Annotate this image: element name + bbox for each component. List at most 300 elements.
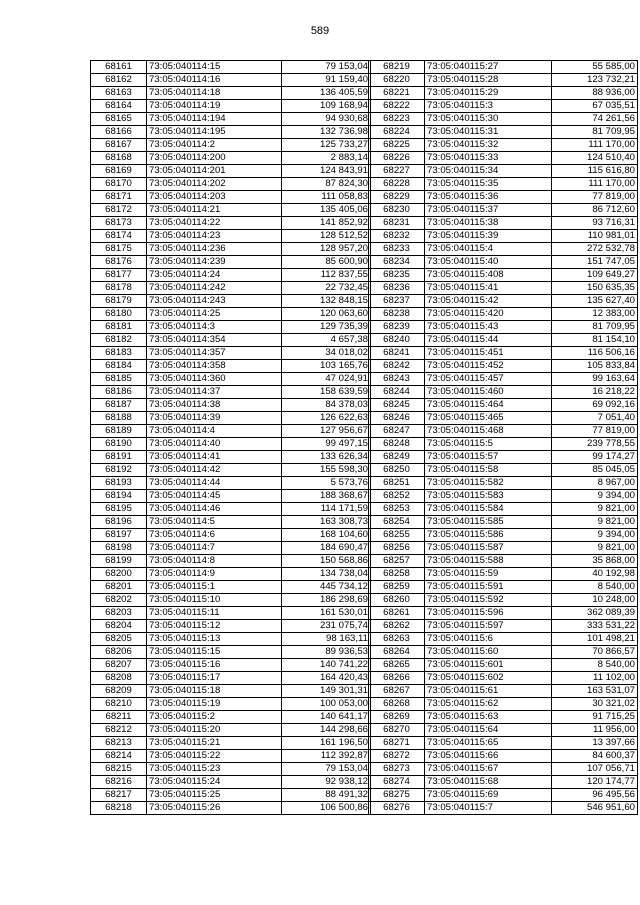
amount-cell: 40 192,98 — [552, 568, 638, 581]
row-number-cell: 68208 — [91, 672, 147, 685]
cadastral-number-cell: 73:05:040115:62 — [425, 698, 552, 711]
row-number-cell: 68210 — [91, 698, 147, 711]
table-row — [369, 425, 638, 438]
amount-cell: 135 405,06 — [282, 204, 371, 217]
cadastral-number-cell: 73:05:040115:43 — [425, 321, 552, 334]
cadastral-number-cell: 73:05:040115:42 — [425, 295, 552, 308]
table-row — [91, 399, 371, 412]
row-number-cell: 68163 — [91, 87, 147, 100]
amount-cell: 186 298,69 — [282, 594, 371, 607]
row-number-cell: 68165 — [91, 113, 147, 126]
row-number-cell: 68214 — [91, 750, 147, 763]
amount-cell: 9 394,00 — [552, 529, 638, 542]
table-row — [369, 269, 638, 282]
cadastral-number-cell: 73:05:040115:32 — [425, 139, 552, 152]
row-number-cell: 68166 — [91, 126, 147, 139]
amount-cell: 109 168,94 — [282, 100, 371, 113]
table-row — [91, 620, 371, 633]
row-number-cell: 68201 — [91, 581, 147, 594]
cadastral-number-cell: 73:05:040114:40 — [147, 438, 282, 451]
row-number-cell: 68194 — [91, 490, 147, 503]
amount-cell: 77 819,00 — [552, 191, 638, 204]
row-number-cell: 68233 — [369, 243, 425, 256]
row-number-cell: 68243 — [369, 373, 425, 386]
row-number-cell: 68192 — [91, 464, 147, 477]
amount-cell: 129 735,39 — [282, 321, 371, 334]
row-number-cell: 68204 — [91, 620, 147, 633]
amount-cell: 11 102,00 — [552, 672, 638, 685]
cadastral-number-cell: 73:05:040114:6 — [147, 529, 282, 542]
row-number-cell: 68249 — [369, 451, 425, 464]
amount-cell: 272 532,78 — [552, 243, 638, 256]
amount-cell: 74 261,56 — [552, 113, 638, 126]
cadastral-number-cell: 73:05:040114:22 — [147, 217, 282, 230]
amount-cell: 123 732,21 — [552, 74, 638, 87]
row-number-cell: 68199 — [91, 555, 147, 568]
table-row — [91, 308, 371, 321]
cadastral-number-cell: 73:05:040115:588 — [425, 555, 552, 568]
cadastral-number-cell: 73:05:040115:24 — [147, 776, 282, 789]
amount-cell: 2 883,14 — [282, 152, 371, 165]
cadastral-number-cell: 73:05:040114:3 — [147, 321, 282, 334]
row-number-cell: 68223 — [369, 113, 425, 126]
table-row — [91, 750, 371, 763]
row-number-cell: 68179 — [91, 295, 147, 308]
amount-cell: 188 368,67 — [282, 490, 371, 503]
table-row — [369, 152, 638, 165]
table-row — [91, 139, 371, 152]
amount-cell: 111 058,83 — [282, 191, 371, 204]
amount-cell: 93 716,31 — [552, 217, 638, 230]
cadastral-number-cell: 73:05:040114:200 — [147, 152, 282, 165]
amount-cell: 163 308,73 — [282, 516, 371, 529]
cadastral-number-cell: 73:05:040114:15 — [147, 61, 282, 74]
table-row — [91, 74, 371, 87]
row-number-cell: 68193 — [91, 477, 147, 490]
amount-cell: 120 063,60 — [282, 308, 371, 321]
cadastral-number-cell: 73:05:040114:5 — [147, 516, 282, 529]
table-row — [369, 529, 638, 542]
cadastral-number-cell: 73:05:040114:16 — [147, 74, 282, 87]
table-row — [369, 789, 638, 802]
cadastral-number-cell: 73:05:040115:3 — [425, 100, 552, 113]
amount-cell: 168 104,60 — [282, 529, 371, 542]
cadastral-number-cell: 73:05:040115:597 — [425, 620, 552, 633]
cadastral-number-cell: 73:05:040114:38 — [147, 399, 282, 412]
amount-cell: 136 405,59 — [282, 87, 371, 100]
table-row — [369, 243, 638, 256]
row-number-cell: 68182 — [91, 334, 147, 347]
amount-cell: 9 394,00 — [552, 490, 638, 503]
table-row — [91, 256, 371, 269]
table-row — [369, 633, 638, 646]
amount-cell: 158 639,59 — [282, 386, 371, 399]
table-row — [369, 399, 638, 412]
cadastral-number-cell: 73:05:040114:39 — [147, 412, 282, 425]
table-row — [91, 438, 371, 451]
amount-cell: 150 568,86 — [282, 555, 371, 568]
amount-cell: 110 981,01 — [552, 230, 638, 243]
cadastral-number-cell: 73:05:040114:203 — [147, 191, 282, 204]
row-number-cell: 68267 — [369, 685, 425, 698]
row-number-cell: 68253 — [369, 503, 425, 516]
row-number-cell: 68232 — [369, 230, 425, 243]
table-row — [369, 503, 638, 516]
row-number-cell: 68244 — [369, 386, 425, 399]
ledger-table-left — [90, 60, 371, 815]
amount-cell: 85 045,05 — [552, 464, 638, 477]
table-row — [369, 464, 638, 477]
table-row — [369, 724, 638, 737]
table-row — [369, 490, 638, 503]
cadastral-number-cell: 73:05:040115:58 — [425, 464, 552, 477]
amount-cell: 114 171,59 — [282, 503, 371, 516]
row-number-cell: 68269 — [369, 711, 425, 724]
cadastral-number-cell: 73:05:040115:39 — [425, 230, 552, 243]
cadastral-number-cell: 73:05:040115:6 — [425, 633, 552, 646]
table-row — [91, 360, 371, 373]
row-number-cell: 68209 — [91, 685, 147, 698]
cadastral-number-cell: 73:05:040115:21 — [147, 737, 282, 750]
cadastral-number-cell: 73:05:040115:457 — [425, 373, 552, 386]
row-number-cell: 68271 — [369, 737, 425, 750]
table-row — [369, 607, 638, 620]
table-row — [369, 750, 638, 763]
cadastral-number-cell: 73:05:040114:243 — [147, 295, 282, 308]
amount-cell: 99 174,27 — [552, 451, 638, 464]
table-row — [91, 503, 371, 516]
cadastral-number-cell: 73:05:040115:582 — [425, 477, 552, 490]
row-number-cell: 68246 — [369, 412, 425, 425]
amount-cell: 94 930,68 — [282, 113, 371, 126]
row-number-cell: 68176 — [91, 256, 147, 269]
cadastral-number-cell: 73:05:040115:16 — [147, 659, 282, 672]
cadastral-number-cell: 73:05:040115:25 — [147, 789, 282, 802]
table-row — [91, 776, 371, 789]
table-row — [369, 711, 638, 724]
amount-cell: 105 833,84 — [552, 360, 638, 373]
amount-cell: 55 585,00 — [552, 61, 638, 74]
row-number-cell: 68224 — [369, 126, 425, 139]
table-row — [91, 204, 371, 217]
table-row — [369, 763, 638, 776]
row-number-cell: 68274 — [369, 776, 425, 789]
cadastral-number-cell: 73:05:040115:60 — [425, 646, 552, 659]
cadastral-number-cell: 73:05:040115:592 — [425, 594, 552, 607]
row-number-cell: 68172 — [91, 204, 147, 217]
row-number-cell: 68228 — [369, 178, 425, 191]
cadastral-number-cell: 73:05:040115:5 — [425, 438, 552, 451]
amount-cell: 96 495,56 — [552, 789, 638, 802]
row-number-cell: 68247 — [369, 425, 425, 438]
cadastral-number-cell: 73:05:040115:11 — [147, 607, 282, 620]
row-number-cell: 68218 — [91, 802, 147, 815]
amount-cell: 149 301,31 — [282, 685, 371, 698]
amount-cell: 231 075,74 — [282, 620, 371, 633]
row-number-cell: 68206 — [91, 646, 147, 659]
table-row — [369, 74, 638, 87]
cadastral-number-cell: 73:05:040114:2 — [147, 139, 282, 152]
table-row — [369, 334, 638, 347]
cadastral-number-cell: 73:05:040115:30 — [425, 113, 552, 126]
table-row — [91, 685, 371, 698]
row-number-cell: 68200 — [91, 568, 147, 581]
table-row — [369, 308, 638, 321]
row-number-cell: 68240 — [369, 334, 425, 347]
cadastral-number-cell: 73:05:040114:194 — [147, 113, 282, 126]
cadastral-number-cell: 73:05:040114:21 — [147, 204, 282, 217]
row-number-cell: 68227 — [369, 165, 425, 178]
amount-cell: 112 837,55 — [282, 269, 371, 282]
cadastral-number-cell: 73:05:040115:587 — [425, 542, 552, 555]
ledger-table-right — [368, 60, 638, 815]
row-number-cell: 68183 — [91, 347, 147, 360]
table-row — [369, 347, 638, 360]
row-number-cell: 68173 — [91, 217, 147, 230]
amount-cell: 107 056,71 — [552, 763, 638, 776]
amount-cell: 106 500,86 — [282, 802, 371, 815]
table-row — [369, 659, 638, 672]
amount-cell: 239 778,55 — [552, 438, 638, 451]
table-row — [369, 321, 638, 334]
amount-cell: 81 709,95 — [552, 126, 638, 139]
row-number-cell: 68236 — [369, 282, 425, 295]
amount-cell: 120 174,77 — [552, 776, 638, 789]
amount-cell: 111 170,00 — [552, 139, 638, 152]
amount-cell: 546 951,60 — [552, 802, 638, 815]
row-number-cell: 68191 — [91, 451, 147, 464]
amount-cell: 79 153,04 — [282, 61, 371, 74]
table-row — [369, 412, 638, 425]
table-row — [91, 737, 371, 750]
amount-cell: 9 821,00 — [552, 516, 638, 529]
amount-cell: 127 956,67 — [282, 425, 371, 438]
amount-cell: 30 321,02 — [552, 698, 638, 711]
table-row — [91, 126, 371, 139]
table-row — [91, 334, 371, 347]
table-row — [91, 555, 371, 568]
amount-cell: 140 741,22 — [282, 659, 371, 672]
amount-cell: 133 626,34 — [282, 451, 371, 464]
table-row — [91, 464, 371, 477]
row-number-cell: 68251 — [369, 477, 425, 490]
table-row — [369, 295, 638, 308]
amount-cell: 164 420,43 — [282, 672, 371, 685]
cadastral-number-cell: 73:05:040115:26 — [147, 802, 282, 815]
amount-cell: 100 053,00 — [282, 698, 371, 711]
amount-cell: 13 397,66 — [552, 737, 638, 750]
table-row — [369, 477, 638, 490]
table-row — [91, 61, 371, 74]
row-number-cell: 68203 — [91, 607, 147, 620]
table-row — [369, 126, 638, 139]
table-row — [369, 594, 638, 607]
amount-cell: 81 154,10 — [552, 334, 638, 347]
table-row — [91, 568, 371, 581]
cadastral-number-cell: 73:05:040115:465 — [425, 412, 552, 425]
cadastral-number-cell: 73:05:040114:42 — [147, 464, 282, 477]
cadastral-number-cell: 73:05:040114:18 — [147, 87, 282, 100]
cadastral-number-cell: 73:05:040115:44 — [425, 334, 552, 347]
amount-cell: 115 616,80 — [552, 165, 638, 178]
cadastral-number-cell: 73:05:040115:468 — [425, 425, 552, 438]
cadastral-number-cell: 73:05:040115:420 — [425, 308, 552, 321]
amount-cell: 77 819,00 — [552, 425, 638, 438]
row-number-cell: 68261 — [369, 607, 425, 620]
cadastral-number-cell: 73:05:040115:583 — [425, 490, 552, 503]
row-number-cell: 68254 — [369, 516, 425, 529]
amount-cell: 8 967,00 — [552, 477, 638, 490]
row-number-cell: 68257 — [369, 555, 425, 568]
amount-cell: 88 936,00 — [552, 87, 638, 100]
cadastral-number-cell: 73:05:040114:360 — [147, 373, 282, 386]
cadastral-number-cell: 73:05:040115:40 — [425, 256, 552, 269]
table-row — [369, 87, 638, 100]
row-number-cell: 68205 — [91, 633, 147, 646]
amount-cell: 151 747,05 — [552, 256, 638, 269]
row-number-cell: 68258 — [369, 568, 425, 581]
row-number-cell: 68211 — [91, 711, 147, 724]
row-number-cell: 68195 — [91, 503, 147, 516]
table-row — [369, 191, 638, 204]
row-number-cell: 68226 — [369, 152, 425, 165]
table-row — [91, 763, 371, 776]
amount-cell: 125 733,27 — [282, 139, 371, 152]
table-row — [369, 113, 638, 126]
table-row — [369, 568, 638, 581]
cadastral-number-cell: 73:05:040115:36 — [425, 191, 552, 204]
amount-cell: 101 498,21 — [552, 633, 638, 646]
row-number-cell: 68219 — [369, 61, 425, 74]
table-row — [91, 243, 371, 256]
table-row — [369, 672, 638, 685]
cadastral-number-cell: 73:05:040115:452 — [425, 360, 552, 373]
row-number-cell: 68181 — [91, 321, 147, 334]
row-number-cell: 68252 — [369, 490, 425, 503]
cadastral-number-cell: 73:05:040115:38 — [425, 217, 552, 230]
row-number-cell: 68225 — [369, 139, 425, 152]
row-number-cell: 68229 — [369, 191, 425, 204]
cadastral-number-cell: 73:05:040114:23 — [147, 230, 282, 243]
amount-cell: 5 573,76 — [282, 477, 371, 490]
row-number-cell: 68256 — [369, 542, 425, 555]
cadastral-number-cell: 73:05:040115:27 — [425, 61, 552, 74]
row-number-cell: 68262 — [369, 620, 425, 633]
amount-cell: 124 510,40 — [552, 152, 638, 165]
cadastral-number-cell: 73:05:040114:201 — [147, 165, 282, 178]
row-number-cell: 68266 — [369, 672, 425, 685]
amount-cell: 126 622,63 — [282, 412, 371, 425]
amount-cell: 445 734,12 — [282, 581, 371, 594]
cadastral-number-cell: 73:05:040114:239 — [147, 256, 282, 269]
row-number-cell: 68234 — [369, 256, 425, 269]
table-row — [91, 542, 371, 555]
table-row — [91, 412, 371, 425]
row-number-cell: 68189 — [91, 425, 147, 438]
cadastral-number-cell: 73:05:040115:12 — [147, 620, 282, 633]
row-number-cell: 68164 — [91, 100, 147, 113]
cadastral-number-cell: 73:05:040115:68 — [425, 776, 552, 789]
row-number-cell: 68174 — [91, 230, 147, 243]
cadastral-number-cell: 73:05:040115:23 — [147, 763, 282, 776]
row-number-cell: 68272 — [369, 750, 425, 763]
row-number-cell: 68188 — [91, 412, 147, 425]
row-number-cell: 68175 — [91, 243, 147, 256]
row-number-cell: 68212 — [91, 724, 147, 737]
amount-cell: 132 736,98 — [282, 126, 371, 139]
cadastral-number-cell: 73:05:040115:4 — [425, 243, 552, 256]
amount-cell: 163 531,07 — [552, 685, 638, 698]
amount-cell: 134 738,04 — [282, 568, 371, 581]
row-number-cell: 68196 — [91, 516, 147, 529]
row-number-cell: 68185 — [91, 373, 147, 386]
cadastral-number-cell: 73:05:040115:41 — [425, 282, 552, 295]
table-row — [91, 282, 371, 295]
row-number-cell: 68260 — [369, 594, 425, 607]
row-number-cell: 68255 — [369, 529, 425, 542]
amount-cell: 9 821,00 — [552, 542, 638, 555]
row-number-cell: 68168 — [91, 152, 147, 165]
amount-cell: 132 848,15 — [282, 295, 371, 308]
amount-cell: 89 936,53 — [282, 646, 371, 659]
cadastral-number-cell: 73:05:040114:202 — [147, 178, 282, 191]
cadastral-number-cell: 73:05:040115:19 — [147, 698, 282, 711]
table-row — [91, 230, 371, 243]
table-row — [369, 373, 638, 386]
table-row — [91, 451, 371, 464]
table-row — [91, 165, 371, 178]
table-row — [369, 204, 638, 217]
amount-cell: 184 690,47 — [282, 542, 371, 555]
amount-cell: 128 957,20 — [282, 243, 371, 256]
amount-cell: 35 868,00 — [552, 555, 638, 568]
row-number-cell: 68220 — [369, 74, 425, 87]
table-row — [91, 698, 371, 711]
amount-cell: 111 170,00 — [552, 178, 638, 191]
row-number-cell: 68215 — [91, 763, 147, 776]
amount-cell: 124 843,91 — [282, 165, 371, 178]
cadastral-number-cell: 73:05:040114:354 — [147, 334, 282, 347]
cadastral-number-cell: 73:05:040115:602 — [425, 672, 552, 685]
cadastral-number-cell: 73:05:040115:65 — [425, 737, 552, 750]
amount-cell: 87 824,30 — [282, 178, 371, 191]
table-row — [91, 724, 371, 737]
row-number-cell: 68197 — [91, 529, 147, 542]
cadastral-number-cell: 73:05:040114:41 — [147, 451, 282, 464]
cadastral-number-cell: 73:05:040115:585 — [425, 516, 552, 529]
cadastral-number-cell: 73:05:040114:45 — [147, 490, 282, 503]
row-number-cell: 68268 — [369, 698, 425, 711]
cadastral-number-cell: 73:05:040115:1 — [147, 581, 282, 594]
table-row — [91, 373, 371, 386]
row-number-cell: 68178 — [91, 282, 147, 295]
cadastral-number-cell: 73:05:040115:29 — [425, 87, 552, 100]
cadastral-number-cell: 73:05:040114:24 — [147, 269, 282, 282]
table-row — [91, 425, 371, 438]
row-number-cell: 68190 — [91, 438, 147, 451]
cadastral-number-cell: 73:05:040115:10 — [147, 594, 282, 607]
cadastral-number-cell: 73:05:040114:8 — [147, 555, 282, 568]
row-number-cell: 68222 — [369, 100, 425, 113]
table-row — [369, 516, 638, 529]
cadastral-number-cell: 73:05:040115:464 — [425, 399, 552, 412]
table-row — [369, 776, 638, 789]
cadastral-number-cell: 73:05:040115:2 — [147, 711, 282, 724]
amount-cell: 128 512,52 — [282, 230, 371, 243]
cadastral-number-cell: 73:05:040115:64 — [425, 724, 552, 737]
cadastral-number-cell: 73:05:040114:9 — [147, 568, 282, 581]
table-row — [91, 295, 371, 308]
